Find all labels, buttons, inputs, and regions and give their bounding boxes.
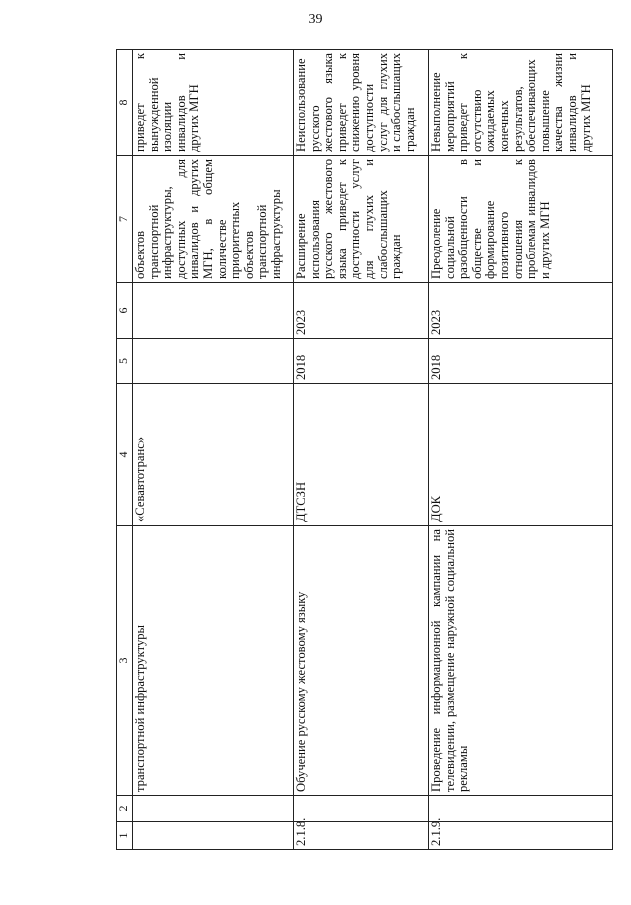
header-cell: 8 xyxy=(117,50,133,156)
rotated-table-container xyxy=(116,50,613,850)
header-cell: 2 xyxy=(117,796,133,822)
cell-end-year xyxy=(133,283,294,339)
cell-expected-result: объектов транспортной инфраструктуры, доступных для инвалидов и других МГН, в общем количестве приоритетных объектов транспортной инфраструктуры xyxy=(133,156,294,283)
header-row xyxy=(117,50,133,850)
cell-start-year: 2018 xyxy=(294,339,429,384)
cell-measure: транспортной инфраструктуры xyxy=(133,526,294,796)
cell-col2 xyxy=(133,796,294,822)
cell-measure: Обучение русскому жестовому языку xyxy=(294,526,429,796)
cell-executor: ДОК xyxy=(429,384,613,526)
cell-number: 2.1.8. xyxy=(294,822,429,850)
cell-consequence: приведет к вынужденной изоляции инвалидов и других МГН xyxy=(133,50,294,156)
cell-consequence: Невыполнение мероприятий приведет к отсутствию ожидаемых конечных результатов, обеспечивающих повышение качества жизни инвалидов и других МГН xyxy=(429,50,613,156)
table-row xyxy=(429,50,613,850)
cell-measure: Проведение информационной кампании на телевидении, размещение наружной социальной рекламы xyxy=(429,526,613,796)
cell-end-year: 2023 xyxy=(429,283,613,339)
header-cell: 4 xyxy=(117,384,133,526)
cell-expected-result: Преодоление социальной разобщенности в обществе и формирование позитивного отношения к проблемам инвалидов и других МГН xyxy=(429,156,613,283)
table-row xyxy=(133,50,294,850)
cell-consequence: Неиспользование русского жестового языка приведет к снижению уровня доступности услуг для глухих и слабослышащих граждан xyxy=(294,50,429,156)
cell-end-year: 2023 xyxy=(294,283,429,339)
cell-start-year xyxy=(133,339,294,384)
cell-col2 xyxy=(294,796,429,822)
cell-start-year: 2018 xyxy=(429,339,613,384)
page-number: 39 xyxy=(308,12,323,27)
cell-col2 xyxy=(429,796,613,822)
measures-table xyxy=(116,49,613,850)
header-cell: 1 xyxy=(117,822,133,850)
header-cell: 5 xyxy=(117,339,133,384)
cell-expected-result: Расширение использования русского жестового языка приведет к доступности услуг для глухих и слабослышащих граждан xyxy=(294,156,429,283)
table-row xyxy=(294,50,429,850)
cell-number xyxy=(133,822,294,850)
header-cell: 3 xyxy=(117,526,133,796)
cell-executor: «Севавтотранс» xyxy=(133,384,294,526)
header-cell: 7 xyxy=(117,156,133,283)
cell-executor: ДТСЗН xyxy=(294,384,429,526)
cell-number: 2.1.9. xyxy=(429,822,613,850)
header-cell: 6 xyxy=(117,283,133,339)
